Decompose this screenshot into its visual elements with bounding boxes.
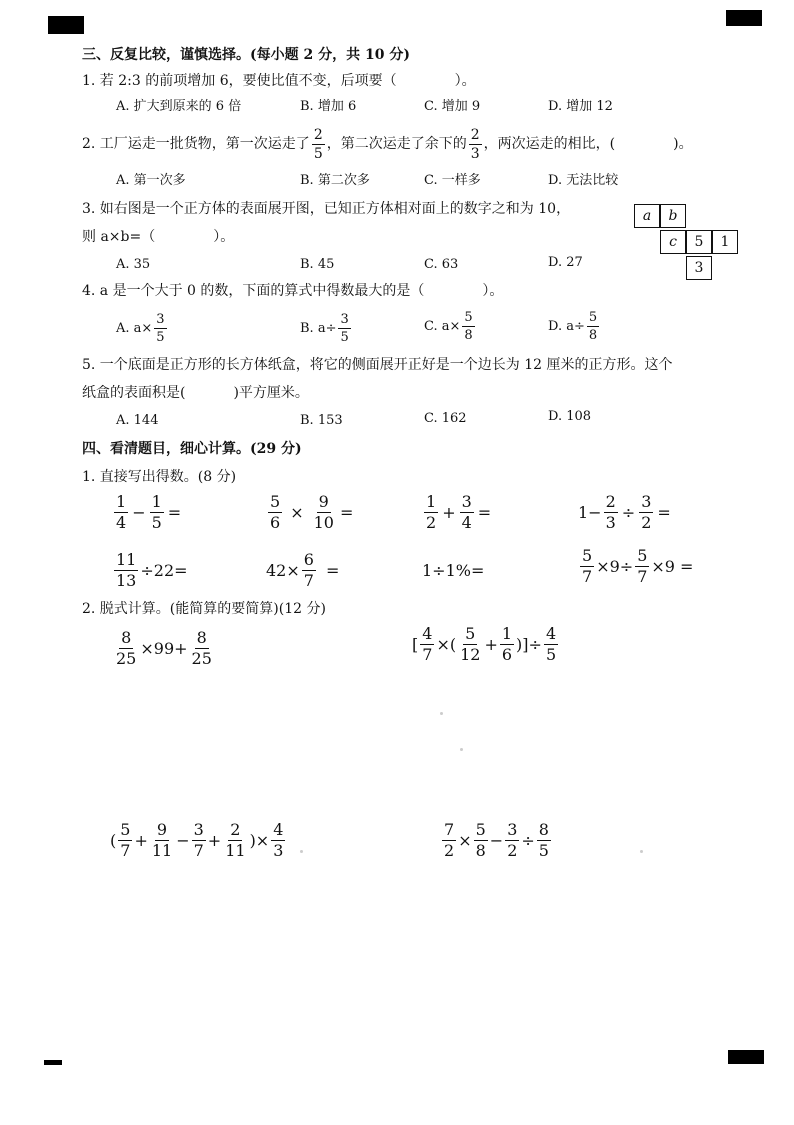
numerator: 5	[582, 545, 593, 565]
q1-option-d[interactable]: D. 增加 12	[548, 99, 613, 114]
q2-middle: ，第二次运走了余下的	[326, 136, 467, 152]
oral-calc-8	[578, 544, 693, 588]
numerator: 5	[465, 623, 476, 643]
denominator: 11	[151, 840, 173, 860]
fraction	[271, 819, 285, 860]
denominator: 5	[313, 145, 323, 162]
q5-option-a[interactable]: A. 144	[116, 413, 159, 428]
fraction	[302, 549, 316, 590]
fraction	[537, 819, 551, 860]
registration-mark-top-right	[726, 10, 762, 26]
registration-mark-bottom-right	[728, 1050, 764, 1064]
part1-title: 1. 直接写出得数。(8 分)	[82, 469, 237, 485]
denominator: 8	[475, 840, 486, 860]
oral-calc-6	[266, 548, 341, 592]
q3-option-a[interactable]: A. 35	[116, 257, 151, 272]
equals: =	[325, 560, 340, 580]
operator: −	[132, 502, 146, 522]
q2-option-d[interactable]: D. 无法比较	[548, 173, 619, 188]
q3-option-b[interactable]: B. 45	[300, 257, 335, 272]
numerator: 1	[116, 491, 127, 511]
option-label: C. a×	[424, 318, 461, 334]
net-cell-1: 1	[712, 230, 738, 254]
fraction	[500, 623, 514, 664]
denominator: 2	[641, 512, 652, 532]
denominator: 5	[340, 329, 349, 345]
oral-calc-4	[578, 490, 673, 534]
operator: +	[134, 830, 148, 850]
prefix: 1−	[578, 502, 602, 522]
fraction	[150, 491, 164, 532]
numerator: 8	[538, 819, 549, 839]
numerator: 5	[637, 545, 648, 565]
denominator: 2	[426, 512, 437, 532]
operator: −	[176, 830, 190, 850]
denominator: 4	[116, 512, 127, 532]
step-calc-4	[440, 818, 553, 862]
denominator: 12	[460, 644, 481, 664]
oral-calc-1	[112, 490, 183, 534]
q5-line2-end: )平方厘米。	[233, 385, 309, 401]
q2-fraction-2	[469, 128, 482, 161]
step-calc-1	[112, 626, 216, 670]
q5-option-d[interactable]: D. 108	[548, 409, 592, 424]
q4-option-a[interactable]	[116, 308, 169, 348]
equals: =	[339, 502, 354, 522]
bracket-close: )]÷	[516, 634, 542, 654]
net-cell-3: 3	[686, 256, 712, 280]
denominator: 5	[151, 512, 162, 532]
fraction	[587, 311, 599, 342]
denominator: 25	[116, 648, 137, 668]
bracket-open: [	[412, 634, 419, 654]
q2-fraction-1	[312, 128, 325, 161]
q1-stem-end: ）。	[454, 73, 476, 89]
numerator: 3	[193, 819, 204, 839]
section3-heading: 三、反复比较，谨慎选择。(每小题 2 分，共 10 分)	[82, 47, 410, 63]
option-label: D. a÷	[548, 318, 585, 334]
operator: +	[484, 634, 498, 654]
fraction	[268, 491, 282, 532]
middle: ×99+	[140, 638, 188, 658]
q1-option-a[interactable]: A. 扩大到原来的 6 倍	[116, 99, 242, 114]
operator: +	[207, 830, 222, 850]
equals: =	[167, 502, 182, 522]
q2-option-a[interactable]: A. 第一次多	[116, 173, 186, 188]
expression: 1÷1%=	[422, 560, 485, 580]
operator: ÷	[621, 502, 636, 522]
numerator: 2	[470, 126, 480, 143]
q5-line2-text: 纸盒的表面积是(	[82, 385, 186, 401]
fraction	[223, 819, 247, 860]
q2-suffix: ，两次运走的相比，(	[483, 136, 616, 152]
net-cell-b: b	[660, 204, 686, 228]
denominator: 7	[422, 644, 433, 664]
denominator: 4	[461, 512, 472, 532]
scan-speck	[640, 850, 643, 853]
registration-mark-bottom-left	[44, 1060, 62, 1065]
numerator: 3	[461, 491, 472, 511]
denominator: 5	[538, 840, 549, 860]
numerator: 1	[501, 623, 513, 643]
denominator: 3	[273, 840, 284, 860]
numerator: 5	[464, 309, 473, 325]
numerator: 2	[230, 819, 241, 839]
numerator: 5	[120, 819, 131, 839]
fraction	[190, 627, 214, 668]
fraction	[114, 627, 138, 668]
operator: ×	[290, 502, 304, 522]
fraction	[114, 549, 138, 590]
oral-calc-5	[112, 548, 188, 592]
numerator: 3	[641, 491, 652, 511]
fraction	[312, 491, 336, 532]
q1-option-b[interactable]: B. 增加 6	[300, 99, 357, 114]
numerator: 2	[313, 126, 323, 143]
denominator: 8	[464, 327, 473, 343]
oral-calc-2	[266, 490, 355, 534]
fraction	[114, 491, 128, 532]
q2-end: )。	[673, 136, 693, 152]
numerator: 4	[422, 623, 433, 643]
denominator: 6	[270, 512, 281, 532]
equals: =	[657, 502, 671, 522]
step-calc-2	[412, 622, 560, 666]
q3-line2-end: ）。	[213, 229, 235, 245]
rest: ×9 =	[651, 556, 694, 576]
fraction	[420, 623, 434, 664]
denominator: 5	[156, 329, 165, 345]
fraction	[192, 819, 206, 860]
numerator: 9	[318, 491, 329, 511]
numerator: 4	[273, 819, 284, 839]
net-cell-a: a	[634, 204, 660, 228]
q2-stem	[82, 124, 693, 164]
denominator: 7	[582, 566, 593, 586]
denominator: 7	[303, 570, 314, 590]
numerator: 1	[151, 491, 162, 511]
q3-option-d[interactable]: D. 27	[548, 255, 583, 270]
numerator: 3	[156, 311, 165, 327]
q4-stem	[82, 282, 503, 300]
step-calc-3	[110, 818, 287, 862]
fraction	[150, 819, 174, 860]
part2-title: 2. 脱式计算。(能简算的要简算)(12 分)	[82, 601, 326, 617]
numerator: 2	[605, 491, 616, 511]
denominator: 7	[637, 566, 648, 586]
numerator: 4	[545, 623, 557, 643]
numerator: 7	[444, 819, 455, 839]
numerator: 8	[121, 627, 132, 647]
denominator: 10	[313, 512, 334, 532]
denominator: 25	[191, 648, 212, 668]
oral-calc-7	[422, 548, 484, 592]
numerator: 5	[475, 819, 486, 839]
fraction	[462, 311, 474, 342]
operator: ÷	[521, 830, 535, 850]
operator: ×	[458, 830, 472, 850]
denominator: 7	[193, 840, 204, 860]
scan-speck	[460, 748, 463, 751]
denominator: 8	[588, 327, 598, 343]
registration-mark-top-left	[48, 16, 84, 34]
fraction	[118, 819, 132, 860]
denominator: 2	[444, 840, 455, 860]
numerator: 8	[196, 627, 207, 647]
q5-option-b[interactable]: B. 153	[300, 413, 343, 428]
q1-stem	[82, 72, 476, 90]
scan-speck	[300, 850, 303, 853]
denominator: 5	[545, 644, 557, 664]
numerator: 5	[588, 309, 598, 325]
denominator: 11	[225, 840, 246, 860]
net-cell-5: 5	[686, 230, 712, 254]
q4-option-d[interactable]	[548, 306, 601, 346]
cube-net-figure	[634, 204, 744, 282]
numerator: 3	[507, 819, 518, 839]
fraction	[635, 545, 649, 586]
fraction	[442, 819, 456, 860]
middle: ×9÷	[596, 556, 634, 576]
numerator: 9	[156, 819, 168, 839]
q4-option-b[interactable]	[300, 308, 353, 348]
q3-line2	[82, 228, 234, 246]
fraction	[580, 545, 594, 586]
rest: ÷22=	[140, 560, 188, 580]
scan-speck	[440, 712, 443, 715]
q4-option-c[interactable]	[424, 306, 477, 346]
equals: =	[477, 502, 492, 522]
q2-option-c[interactable]: C. 一样多	[424, 173, 481, 188]
prefix: 42×	[266, 560, 300, 580]
option-label: A. a×	[116, 320, 153, 336]
fraction	[338, 313, 350, 344]
operator: +	[442, 502, 456, 522]
q4-stem-text: 4. a 是一个大于 0 的数，下面的算式中得数最大的是（	[82, 283, 425, 299]
denominator: 3	[470, 145, 480, 162]
bracket-close: )×	[249, 830, 270, 850]
q2-prefix: 2. 工厂运走一批货物，第一次运走了	[82, 136, 310, 152]
net-cell-c: c	[660, 230, 686, 254]
denominator: 3	[605, 512, 616, 532]
operator: −	[489, 830, 504, 850]
numerator: 1	[426, 491, 437, 511]
fraction	[604, 491, 618, 532]
q1-option-c[interactable]: C. 增加 9	[424, 99, 481, 114]
fraction	[505, 819, 519, 860]
denominator: 13	[116, 570, 137, 590]
q1-stem-text: 1. 若 2:3 的前项增加 6，要使比值不变，后项要（	[82, 73, 397, 89]
q5-stem: 5. 一个底面是正方形的长方体纸盒，将它的侧面展开正好是一个边长为 12 厘米的正方形。这个	[82, 357, 673, 373]
numerator: 6	[303, 549, 314, 569]
fraction	[544, 623, 558, 664]
numerator: 11	[116, 549, 137, 569]
operator: ×(	[436, 634, 457, 654]
numerator: 5	[270, 491, 281, 511]
bracket-open: (	[110, 830, 117, 850]
denominator: 7	[120, 840, 131, 860]
q3-stem: 3. 如右图是一个正方体的表面展开图，已知正方体相对面上的数字之和为 10，	[82, 201, 571, 217]
oral-calc-3	[422, 490, 493, 534]
option-label: B. a÷	[300, 320, 337, 336]
fraction	[639, 491, 653, 532]
q3-line2-text: 则 a×b=（	[82, 229, 156, 245]
fraction	[460, 491, 474, 532]
q5-line2	[82, 384, 309, 402]
denominator: 2	[507, 840, 518, 860]
q4-stem-end: ）。	[482, 283, 504, 299]
numerator: 3	[340, 311, 349, 327]
section4-heading: 四、看清题目，细心计算。(29 分)	[82, 441, 302, 457]
q5-option-c[interactable]: C. 162	[424, 411, 467, 426]
q3-option-c[interactable]: C. 63	[424, 257, 459, 272]
fraction	[474, 819, 488, 860]
q2-option-b[interactable]: B. 第二次多	[300, 173, 370, 188]
fraction	[458, 623, 482, 664]
fraction	[154, 313, 166, 344]
denominator: 6	[501, 644, 513, 664]
fraction	[424, 491, 438, 532]
